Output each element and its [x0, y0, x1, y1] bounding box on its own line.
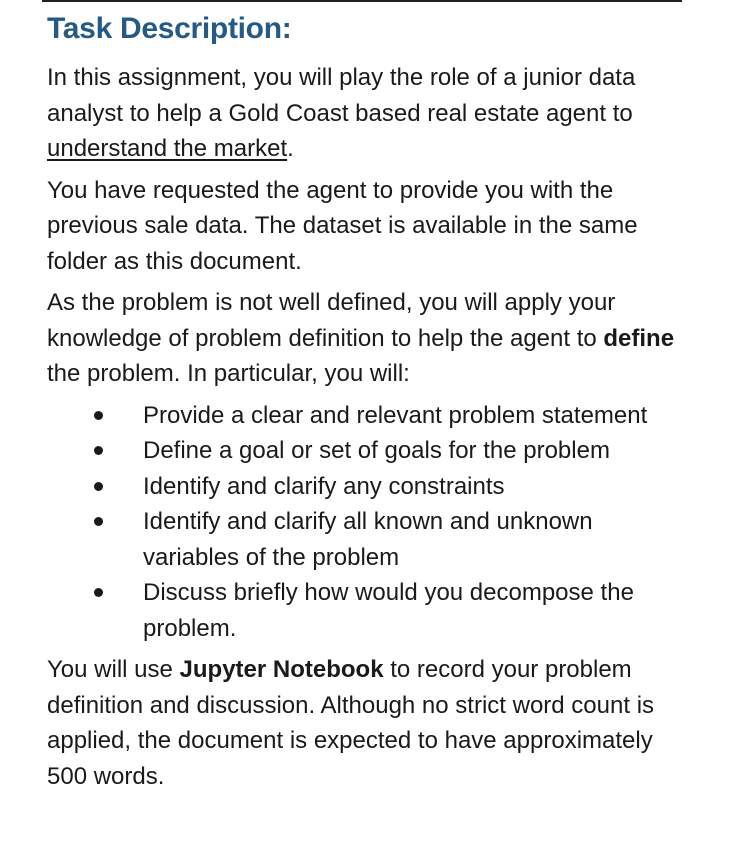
understand-market-underlined: understand the market [47, 135, 288, 162]
problem-text: As the problem is not well defined, you will apply your knowledge of problem definition to help the agent to [47, 289, 616, 352]
task-list-item [47, 433, 687, 469]
task-list-item [47, 469, 687, 505]
define-bold: define [603, 324, 675, 352]
jupyter-text: You will use [47, 656, 180, 683]
task-list-item [47, 398, 687, 434]
jupyter-end: to record your problem definition and discussion. Although no strict word count is applied, the document is expected to have approximately 500 words. [47, 656, 655, 790]
bullet-icon [94, 446, 103, 455]
bullet-icon [94, 482, 103, 491]
task-text: Identify and clarify any constraints [143, 472, 505, 500]
paragraph-jupyter [47, 652, 687, 794]
paragraph-dataset: You have requested the agent to provide you with the previous sale data. The dataset is available in the same folder as this document. [47, 176, 638, 275]
problem-end: the problem. In particular, you will: [47, 360, 410, 387]
section-heading [47, 12, 291, 46]
top-rule [42, 0, 682, 2]
paragraph-intro [47, 60, 687, 167]
bullet-icon [94, 588, 103, 597]
task-description-body [47, 60, 687, 800]
heading-text: Task Description [47, 12, 282, 45]
task-list-item [47, 504, 687, 575]
bullet-icon [94, 517, 103, 526]
task-text: Identify and clarify all known and unknown variables of the problem [143, 508, 593, 571]
task-text: Define a goal or set of goals for the problem [143, 437, 610, 464]
paragraph-problem [47, 285, 687, 392]
task-text: Provide a clear and relevant problem statement [143, 401, 648, 429]
intro-end: . [287, 135, 294, 162]
task-list [47, 398, 687, 647]
intro-text: In this assignment, you will play the role of a junior data analyst to help a Gold Coast based real estate agent to [47, 64, 636, 127]
task-list-item [47, 575, 687, 646]
task-text: Discuss briefly how would you decompose the problem. [143, 579, 634, 642]
jupyter-notebook-bold: Jupyter Notebook [179, 656, 384, 683]
heading-colon: : [281, 12, 292, 45]
bullet-icon [94, 411, 103, 420]
